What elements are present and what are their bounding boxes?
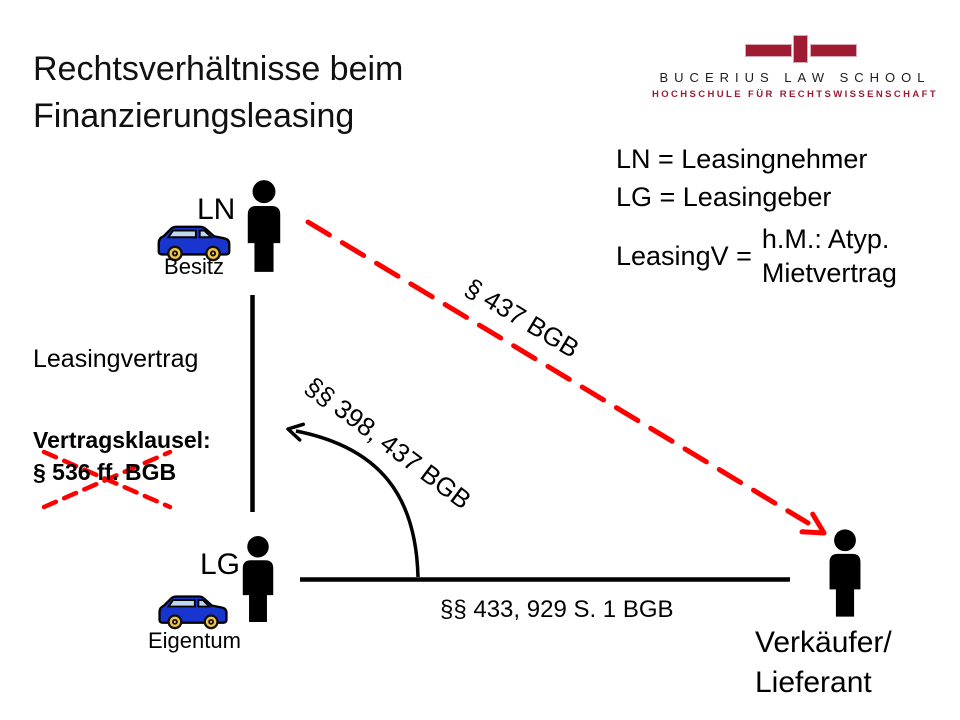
ln-tag: Besitz xyxy=(164,254,224,279)
lg-car-icon xyxy=(153,592,233,630)
seller-label xyxy=(755,623,892,703)
lg-tag: Eigentum xyxy=(148,628,241,653)
seller-person-icon xyxy=(825,528,865,618)
lg-label: LG xyxy=(200,548,241,581)
page-title-line1: Rechtsverhältnisse beim xyxy=(33,50,404,88)
legend-ln: LN = Leasingnehmer xyxy=(616,144,868,174)
legend-lg: LG = Leasingeber xyxy=(616,182,832,212)
page-title-line2: Finanzierungsleasing xyxy=(33,97,355,135)
legend-leasingv-value-line1: h.M.: Atyp. xyxy=(761,224,890,254)
clause-title: Vertragsklausel: xyxy=(33,427,211,453)
legend-leasingv-value-line2: Mietvertrag xyxy=(761,258,897,288)
leasing-contract-label: Leasingvertrag xyxy=(33,345,199,373)
clause-ref: § 536 ff. BGB xyxy=(33,459,177,485)
ln-label: LN xyxy=(197,193,236,226)
legend-leasingv-label: LeasingV = xyxy=(616,240,752,271)
assignment-label: §§ 398, 437 BGB xyxy=(299,371,477,516)
logo-subtitle: HOCHSCHULE FÜR RECHTSWISSENSCHAFT xyxy=(651,89,939,100)
sale-label: §§ 433, 929 S. 1 BGB xyxy=(440,596,674,623)
lg-person-icon xyxy=(238,536,278,622)
seller-label-line1: Verkäufer/ xyxy=(755,626,892,659)
ln-person-icon xyxy=(243,180,285,272)
warranty-label: § 437 BGB xyxy=(460,272,585,364)
logo-name: BUCERIUS LAW SCHOOL xyxy=(659,70,931,85)
warranty-dashed-line xyxy=(308,222,808,523)
seller-label-line2: Lieferant xyxy=(755,666,872,699)
